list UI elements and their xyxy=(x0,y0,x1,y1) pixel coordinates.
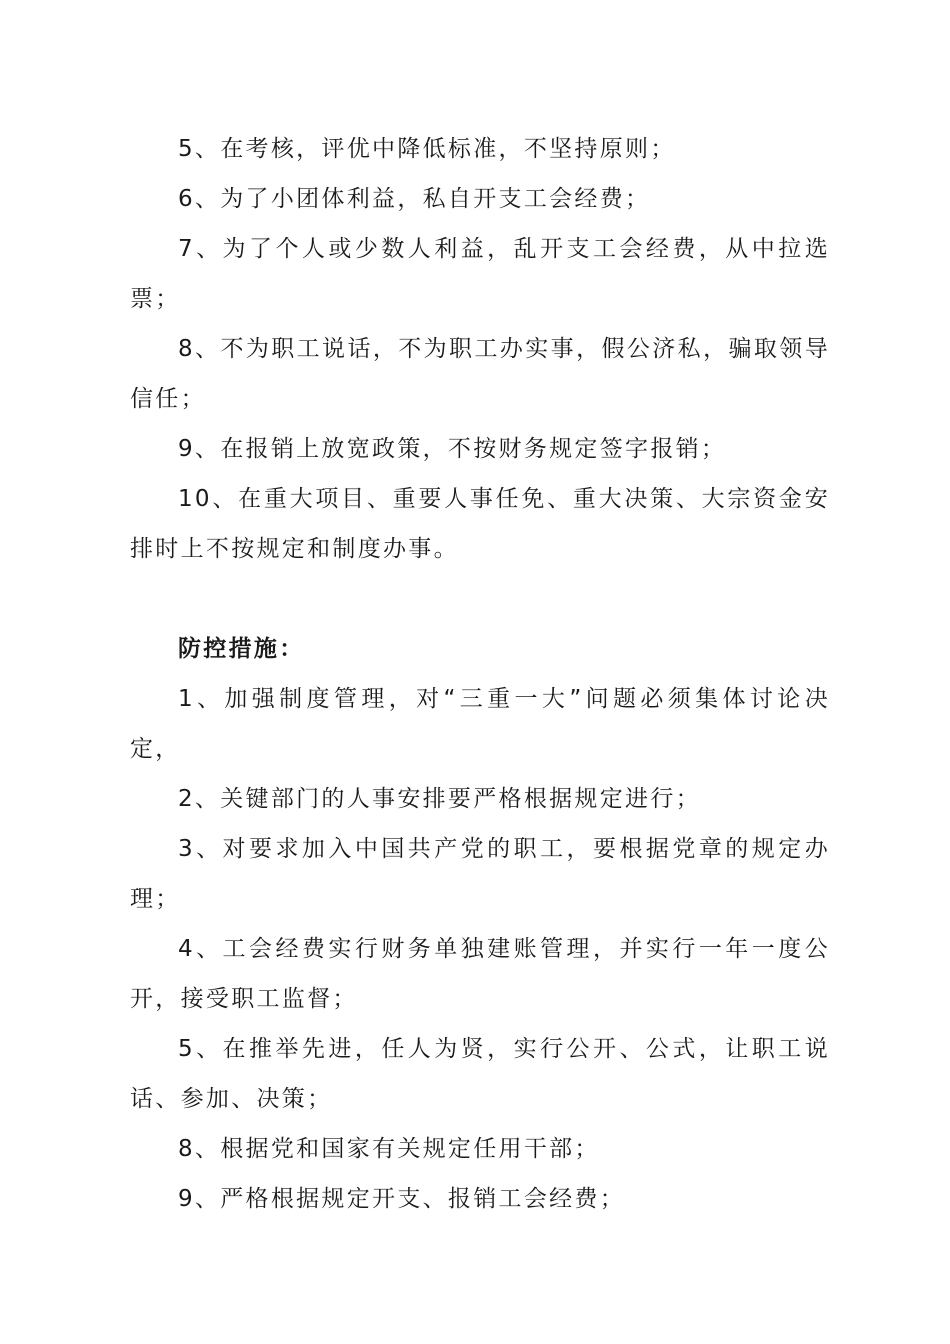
risk-item-5: 5、在考核，评优中降低标准，不坚持原则； xyxy=(178,136,676,162)
measure-item-4: 4、工会经费实行财务单独建账管理，并实行一年一度公开，接受职工监督； xyxy=(130,936,830,1012)
measure-item-1: 1、加强制度管理，对“三重一大”问题必须集体讨论决定， xyxy=(130,686,830,762)
measure-item-2: 2、关键部门的人事安排要严格根据规定进行； xyxy=(178,786,701,812)
risk-item-7: 7、为了个人或少数人利益，乱开支工会经费，从中拉选票； xyxy=(130,236,830,312)
risk-item-6: 6、为了小团体利益，私自开支工会经费； xyxy=(178,186,651,212)
measure-item-8: 8、根据党和国家有关规定任用干部； xyxy=(178,1136,600,1162)
risk-item-9: 9、在报销上放宽政策，不按财务规定签字报销； xyxy=(178,436,727,462)
measure-item-9: 9、严格根据规定开支、报销工会经费； xyxy=(178,1186,626,1212)
risk-item-8: 8、不为职工说话，不为职工办实事，假公济私，骗取领导信任； xyxy=(130,336,830,412)
measure-item-5: 5、在推举先进，任人为贤，实行公开、公式，让职工说话、参加、决策； xyxy=(130,1036,830,1112)
measure-item-3: 3、对要求加入中国共产党的职工，要根据党章的规定办理； xyxy=(130,836,830,912)
measures-heading: 防控措施： xyxy=(178,636,305,662)
risk-item-10: 10、在重大项目、重要人事任免、重大决策、大宗资金安排时上不按规定和制度办事。 xyxy=(130,486,830,562)
